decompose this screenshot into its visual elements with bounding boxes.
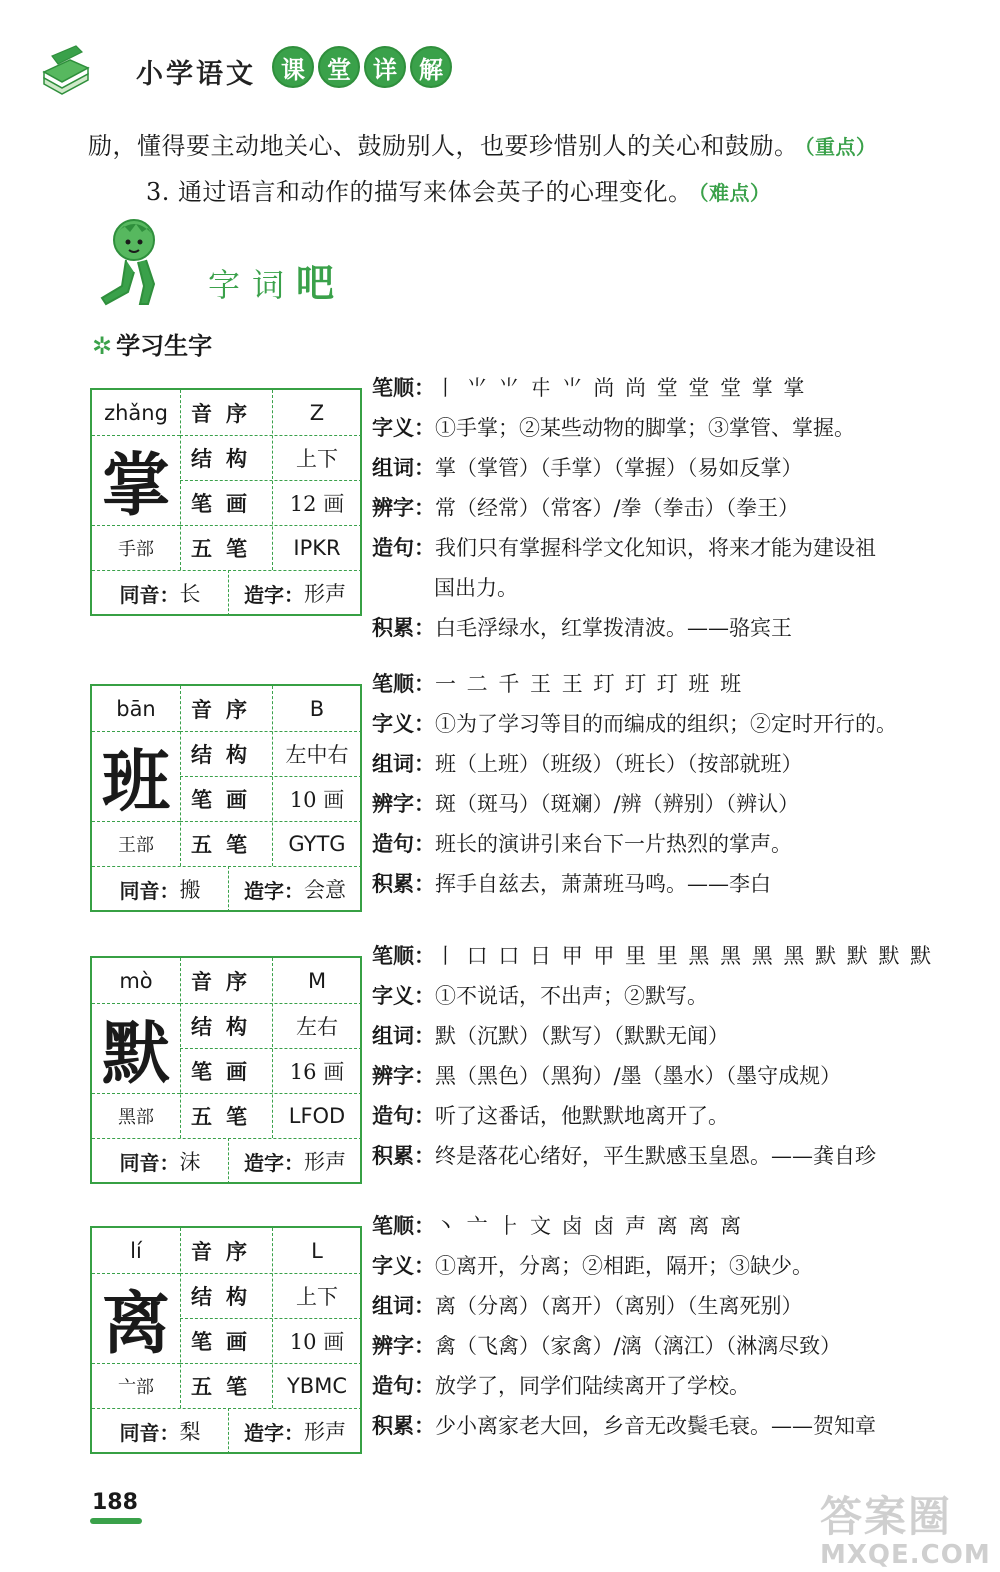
info-row-meaning bbox=[372, 1250, 813, 1280]
label-yinxu: 音序 bbox=[191, 1239, 261, 1264]
info-label: 积累： bbox=[372, 872, 435, 896]
info-value: 我们只有掌握科学文化知识，将来才能为建设祖 bbox=[435, 536, 876, 560]
label-zaozi: 造字： bbox=[244, 582, 304, 607]
info-row-stroke-order bbox=[372, 668, 743, 698]
page-header bbox=[40, 40, 443, 100]
header-badge: 解 bbox=[410, 46, 452, 88]
info-label: 组词： bbox=[372, 1294, 435, 1318]
info-label: 笔顺： bbox=[372, 376, 435, 400]
yinxu-value: M bbox=[307, 968, 327, 993]
info-label: 字义： bbox=[372, 1254, 435, 1278]
header-title: 小学语文 bbox=[136, 59, 256, 90]
info-value: ①手掌；②某些动物的脚掌；③掌管、掌握。 bbox=[435, 416, 855, 440]
homophone-value: 梨 bbox=[179, 1420, 201, 1444]
page-number-bar bbox=[90, 1518, 142, 1524]
cartoon-boy-icon bbox=[96, 214, 166, 306]
homophone bbox=[92, 570, 228, 616]
homophone bbox=[92, 1408, 228, 1454]
label-bihua: 笔画 bbox=[191, 1329, 261, 1354]
info-row-stroke-order bbox=[372, 1210, 743, 1240]
formation-value: 形声 bbox=[304, 1150, 346, 1174]
info-label: 字义： bbox=[372, 984, 435, 1008]
section-title-suffix: 吧 bbox=[296, 261, 347, 305]
info-row-word-examples bbox=[372, 748, 803, 778]
jiegou-value: 左中右 bbox=[285, 742, 349, 767]
yinxu-value: Z bbox=[309, 400, 325, 425]
label-tongyin: 同音： bbox=[119, 1420, 180, 1445]
info-value: 掌（掌管）（手掌）（掌握）（易如反掌） bbox=[435, 456, 803, 480]
formation-value: 会意 bbox=[304, 878, 346, 902]
watermark bbox=[820, 1484, 991, 1570]
label-wubi: 五笔 bbox=[191, 1104, 261, 1129]
formation-value: 形声 bbox=[304, 582, 346, 606]
wubi-value: GYTG bbox=[288, 831, 346, 856]
info-value: 白毛浮绿水，红掌拨清波。——骆宾王 bbox=[435, 616, 792, 640]
section-title bbox=[208, 252, 346, 307]
info-row-similar-chars bbox=[372, 788, 799, 818]
label-zaozi: 造字： bbox=[244, 1150, 304, 1175]
watermark-logo: 答案圈 bbox=[820, 1492, 953, 1541]
main-character: 班 bbox=[101, 741, 170, 822]
info-value: 默（沉默）（默写）（默默无闻） bbox=[435, 1024, 729, 1048]
info-row-meaning bbox=[372, 412, 855, 442]
info-row-accumulation bbox=[372, 868, 771, 898]
bihua-value: 10 画 bbox=[289, 1329, 345, 1354]
info-label: 辨字： bbox=[372, 1064, 435, 1088]
label-jiegou: 结构 bbox=[191, 1284, 261, 1309]
label-bihua: 笔画 bbox=[191, 1059, 261, 1084]
homophone-value: 搬 bbox=[179, 878, 201, 902]
info-label: 积累： bbox=[372, 1144, 435, 1168]
info-value: 禽（飞禽）（家禽）/漓（漓江）（淋漓尽致） bbox=[435, 1334, 842, 1358]
char-card bbox=[90, 1226, 362, 1454]
yinxu-value: L bbox=[311, 1238, 323, 1263]
main-character: 离 bbox=[101, 1283, 170, 1364]
intro-line bbox=[146, 172, 771, 207]
info-label: 组词： bbox=[372, 1024, 435, 1048]
pinyin: mò bbox=[119, 968, 153, 993]
info-row-accumulation bbox=[372, 1140, 876, 1170]
difficulty-tag: （难点） bbox=[698, 181, 771, 205]
page-number: 188 bbox=[92, 1490, 138, 1515]
subsection-heading bbox=[92, 326, 212, 361]
info-value: 常（经常）（常客）/拳（拳击）（拳王） bbox=[435, 496, 800, 520]
info-row-word-examples bbox=[372, 1290, 803, 1320]
label-tongyin: 同音： bbox=[119, 878, 180, 903]
formation bbox=[228, 570, 362, 616]
info-label: 笔顺： bbox=[372, 672, 435, 696]
info-row-sentence bbox=[372, 1370, 750, 1400]
info-row-word-examples bbox=[372, 1020, 729, 1050]
info-label: 辨字： bbox=[372, 792, 435, 816]
label-wubi: 五笔 bbox=[191, 536, 261, 561]
label-bihua: 笔画 bbox=[191, 787, 261, 812]
homophone bbox=[92, 1138, 228, 1184]
header-badges bbox=[272, 46, 452, 88]
info-value: 丶 亠 ⺊ 文 卤 卤 声 离 离 离 bbox=[435, 1214, 744, 1238]
info-row-sentence-cont bbox=[434, 572, 518, 602]
key-point-tag: （重点） bbox=[804, 135, 877, 159]
info-row-sentence bbox=[372, 828, 792, 858]
label-wubi: 五笔 bbox=[191, 1374, 261, 1399]
radical: 亠部 bbox=[118, 1376, 154, 1398]
label-jiegou: 结构 bbox=[191, 1014, 261, 1039]
formation bbox=[228, 1138, 362, 1184]
yinxu-value: B bbox=[309, 696, 325, 721]
main-character: 掌 bbox=[101, 445, 170, 526]
info-row-meaning bbox=[372, 708, 897, 738]
jiegou-value: 上下 bbox=[296, 446, 338, 471]
info-label: 造句： bbox=[372, 832, 435, 856]
info-value: 黑（黑色）（黑狗）/墨（墨水）（墨守成规） bbox=[435, 1064, 842, 1088]
intro-text: 励，懂得要主动地关心、鼓励别人，也要珍惜别人的关心和鼓励。 bbox=[88, 132, 799, 160]
intro-text: 3. 通过语言和动作的描写来体会英子的心理变化。 bbox=[146, 178, 693, 206]
pinyin: bān bbox=[116, 696, 156, 721]
info-label: 积累： bbox=[372, 616, 435, 640]
formation bbox=[228, 1408, 362, 1454]
char-card bbox=[90, 956, 362, 1184]
wubi-value: YBMC bbox=[286, 1373, 348, 1398]
jiegou-value: 上下 bbox=[296, 1284, 338, 1309]
subsection-title: 学习生字 bbox=[116, 332, 213, 360]
info-label: 组词： bbox=[372, 752, 435, 776]
info-row-similar-chars bbox=[372, 492, 799, 522]
info-label: 积累： bbox=[372, 1414, 435, 1438]
label-zaozi: 造字： bbox=[244, 1420, 304, 1445]
info-label: 辨字： bbox=[372, 1334, 435, 1358]
info-label: 字义： bbox=[372, 416, 435, 440]
info-value: 丨 ⺌ ⺌ 㐄 ⺌ 尚 尚 堂 堂 堂 掌 掌 bbox=[435, 376, 807, 400]
pinyin: lí bbox=[130, 1238, 142, 1263]
label-yinxu: 音序 bbox=[191, 969, 261, 994]
book-stack-icon bbox=[40, 42, 92, 96]
info-row-similar-chars bbox=[372, 1060, 841, 1090]
wubi-value: LFOD bbox=[288, 1103, 346, 1128]
radical: 手部 bbox=[118, 538, 154, 560]
info-row-word-examples bbox=[372, 452, 803, 482]
homophone bbox=[92, 866, 228, 912]
main-character: 默 bbox=[101, 1013, 170, 1094]
label-jiegou: 结构 bbox=[191, 742, 261, 767]
formation bbox=[228, 866, 362, 912]
bihua-value: 10 画 bbox=[289, 787, 345, 812]
header-badge: 堂 bbox=[318, 46, 360, 88]
info-label: 笔顺： bbox=[372, 1214, 435, 1238]
info-value: 班（上班）（班级）（班长）（按部就班） bbox=[435, 752, 803, 776]
header-badge: 课 bbox=[272, 46, 314, 88]
info-value: 丨 口 口 日 甲 甲 里 里 黑 黑 黑 黑 默 默 默 默 bbox=[435, 944, 934, 968]
info-value: 放学了，同学们陆续离开了学校。 bbox=[435, 1374, 750, 1398]
info-row-stroke-order bbox=[372, 940, 933, 970]
flower-icon: ✲ bbox=[92, 332, 113, 360]
info-value: 挥手自兹去，萧萧班马鸣。——李白 bbox=[435, 872, 771, 896]
char-card bbox=[90, 388, 362, 616]
info-row-sentence bbox=[372, 1100, 729, 1130]
info-label: 造句： bbox=[372, 1374, 435, 1398]
homophone-value: 长 bbox=[179, 582, 201, 606]
info-value: 斑（斑马）（斑斓）/辨（辨别）（辨认） bbox=[435, 792, 800, 816]
bihua-value: 12 画 bbox=[289, 491, 345, 516]
info-label: 笔顺： bbox=[372, 944, 435, 968]
info-value: 班长的演讲引来台下一片热烈的掌声。 bbox=[435, 832, 792, 856]
radical: 黑部 bbox=[118, 1106, 154, 1128]
info-row-accumulation bbox=[372, 1410, 876, 1440]
label-jiegou: 结构 bbox=[191, 446, 261, 471]
label-wubi: 五笔 bbox=[191, 832, 261, 857]
intro-line bbox=[88, 126, 877, 161]
char-card bbox=[90, 684, 362, 912]
label-tongyin: 同音： bbox=[119, 1150, 180, 1175]
info-value: 一 二 千 王 王 玎 玎 玎 班 班 bbox=[435, 672, 744, 696]
label-zaozi: 造字： bbox=[244, 878, 304, 903]
header-badge: 详 bbox=[364, 46, 406, 88]
info-value: ①不说话，不出声；②默写。 bbox=[435, 984, 708, 1008]
wubi-value: IPKR bbox=[293, 535, 341, 560]
section-title-prefix: 字词 bbox=[208, 266, 297, 304]
info-value: 听了这番话，他默默地离开了。 bbox=[435, 1104, 729, 1128]
label-tongyin: 同音： bbox=[119, 582, 180, 607]
info-row-stroke-order bbox=[372, 372, 806, 402]
info-value: 终是落花心绪好，平生默感玉皇恩。——龚自珍 bbox=[435, 1144, 876, 1168]
info-row-similar-chars bbox=[372, 1330, 841, 1360]
formation-value: 形声 bbox=[304, 1420, 346, 1444]
info-value: 离（分离）（离开）（离别）（生离死别） bbox=[435, 1294, 803, 1318]
info-label: 字义： bbox=[372, 712, 435, 736]
homophone-value: 沫 bbox=[179, 1150, 201, 1174]
info-value: ①为了学习等目的而编成的组织；②定时开行的。 bbox=[435, 712, 897, 736]
radical: 王部 bbox=[118, 834, 154, 856]
info-row-accumulation bbox=[372, 612, 792, 642]
pinyin: zhǎng bbox=[104, 400, 168, 425]
info-label: 造句： bbox=[372, 536, 435, 560]
info-row-sentence bbox=[372, 532, 876, 562]
info-label: 造句： bbox=[372, 1104, 435, 1128]
jiegou-value: 左右 bbox=[296, 1014, 338, 1039]
info-label: 辨字： bbox=[372, 496, 435, 520]
label-yinxu: 音序 bbox=[191, 697, 261, 722]
info-row-meaning bbox=[372, 980, 708, 1010]
info-label: 组词： bbox=[372, 456, 435, 480]
info-value: 国出力。 bbox=[434, 576, 518, 600]
info-value: 少小离家老大回，乡音无改鬓毛衰。——贺知章 bbox=[435, 1414, 876, 1438]
label-bihua: 笔画 bbox=[191, 491, 261, 516]
label-yinxu: 音序 bbox=[191, 401, 261, 426]
watermark-url: MXQE.COM bbox=[820, 1540, 991, 1570]
bihua-value: 16 画 bbox=[289, 1059, 345, 1084]
info-value: ①离开，分离；②相距，隔开；③缺少。 bbox=[435, 1254, 813, 1278]
